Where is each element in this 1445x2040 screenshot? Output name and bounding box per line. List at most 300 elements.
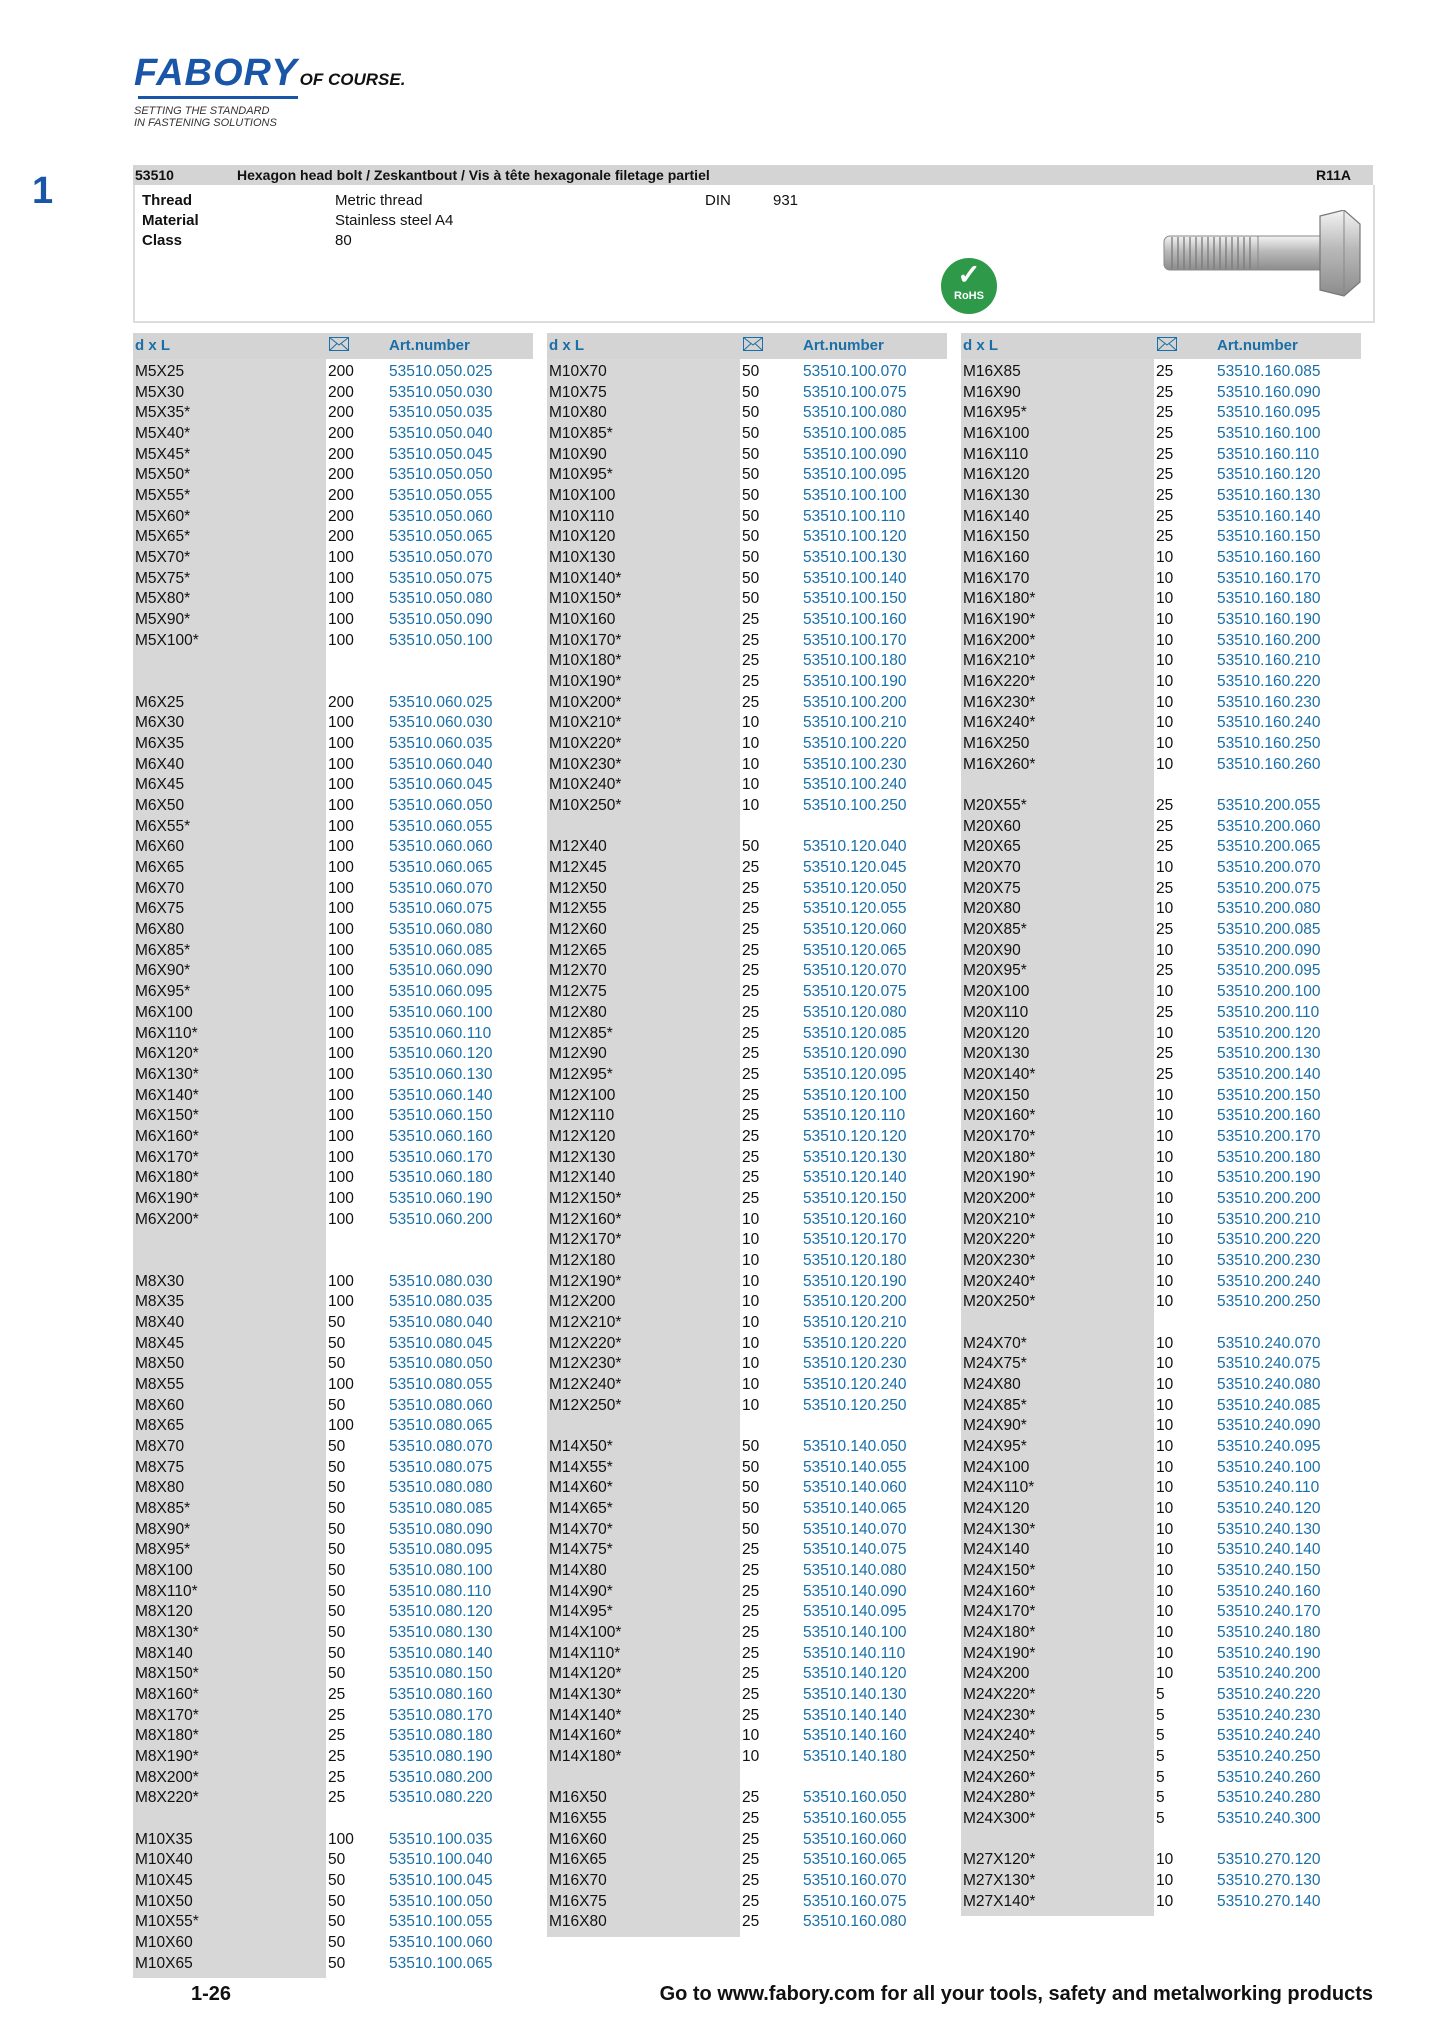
art-number-link[interactable]: 53510.060.110 [389,1024,492,1042]
art-number-link[interactable]: 53510.050.080 [389,590,493,608]
art-number-link[interactable]: 53510.160.055 [803,1810,907,1828]
art-number-link[interactable]: 53510.100.045 [389,1872,493,1890]
size-cell: M14X65* [549,1499,613,1517]
table-row [961,548,1361,569]
art-number-link[interactable]: 53510.200.140 [1217,1065,1321,1083]
art-number-link[interactable]: 53510.120.140 [803,1169,907,1187]
art-number-link[interactable]: 53510.200.055 [1217,797,1321,815]
quantity-cell: 25 [1156,817,1174,835]
art-number-link[interactable]: 53510.100.080 [803,404,907,422]
art-number-link[interactable]: 53510.080.100 [389,1561,493,1579]
art-number-link[interactable]: 53510.200.110 [1217,1003,1320,1021]
art-number-link[interactable]: 53510.060.070 [389,879,493,897]
art-number-link[interactable]: 53510.100.085 [803,425,907,443]
table-row [133,1685,533,1706]
art-number-link[interactable]: 53510.060.090 [389,962,493,980]
table-row [133,1747,533,1768]
art-number-link[interactable]: 53510.060.140 [389,1086,493,1104]
art-number-link[interactable]: 53510.240.240 [1217,1727,1321,1745]
art-number-link[interactable]: 53510.240.300 [1217,1810,1321,1828]
art-number-link[interactable]: 53510.140.120 [803,1665,907,1683]
table-row [547,527,947,548]
size-cell: M10X45 [135,1872,193,1890]
art-number-link[interactable]: 53510.160.140 [1217,507,1321,525]
art-number-link[interactable]: 53510.160.250 [1217,735,1321,753]
art-number-link[interactable]: 53510.140.055 [803,1458,907,1476]
art-number-link[interactable]: 53510.120.240 [803,1375,907,1393]
art-number-link[interactable]: 53510.160.130 [1217,487,1321,505]
quantity-cell: 10 [1156,1603,1174,1621]
table-row [961,486,1361,507]
art-number-link[interactable]: 53510.100.190 [803,673,907,691]
size-cell: M24X220* [963,1686,1036,1703]
art-number-link[interactable]: 53510.080.050 [389,1355,493,1373]
art-number-link[interactable]: 53510.100.170 [803,631,907,649]
art-number-link[interactable]: 53510.160.060 [803,1830,907,1848]
art-number-link[interactable]: 53510.160.095 [1217,404,1321,422]
art-number-link[interactable]: 53510.160.200 [1217,631,1321,649]
art-number-link[interactable]: 53510.100.050 [389,1892,493,1910]
art-number-link[interactable]: 53510.200.060 [1217,817,1321,835]
art-number-link[interactable]: 53510.120.095 [803,1065,907,1083]
art-number-link[interactable]: 53510.060.180 [389,1169,493,1187]
art-number-link[interactable]: 53510.140.100 [803,1623,907,1641]
art-number-link[interactable]: 53510.080.075 [389,1458,493,1476]
art-number-link[interactable]: 53510.200.160 [1217,1107,1321,1125]
art-number-link[interactable]: 53510.120.065 [803,941,907,959]
size-cell: M6X150* [135,1107,199,1125]
art-number-link[interactable]: 53510.120.180 [803,1251,907,1269]
table-row [133,1127,533,1148]
art-number-link[interactable]: 53510.160.120 [1217,466,1321,484]
art-number-link[interactable]: 53510.080.095 [389,1541,493,1559]
art-number-link[interactable]: 53510.160.070 [803,1872,907,1890]
art-number-link[interactable]: 53510.140.075 [803,1541,907,1559]
table-spacer-row [133,651,533,672]
art-number-link[interactable]: 53510.270.140 [1217,1892,1321,1910]
art-number-link[interactable]: 53510.120.130 [803,1148,907,1166]
art-number-link[interactable]: 53510.060.080 [389,921,493,939]
art-number-link[interactable]: 53510.080.040 [389,1313,493,1331]
art-number-link[interactable]: 53510.160.085 [1217,363,1321,380]
quantity-cell: 10 [742,1313,760,1331]
art-number-link[interactable]: 53510.120.110 [803,1107,906,1125]
art-number-link[interactable]: 53510.160.230 [1217,693,1321,711]
art-number-link[interactable]: 53510.160.090 [1217,383,1321,401]
size-header: d x L [963,337,999,354]
size-cell: M20X75 [963,879,1021,897]
art-number-link[interactable]: 53510.200.065 [1217,838,1321,856]
quantity-cell: 25 [1156,425,1174,443]
table-row [961,1768,1361,1789]
quantity-cell: 10 [742,1231,760,1249]
art-number-link[interactable]: 53510.100.100 [803,487,907,505]
table-row [133,1086,533,1107]
art-number-link[interactable]: 53510.060.100 [389,1003,493,1021]
art-number-link[interactable]: 53510.200.085 [1217,921,1321,939]
art-number-link[interactable]: 53510.100.070 [803,363,907,380]
art-number-link[interactable]: 53510.100.040 [389,1851,493,1869]
art-number-link[interactable]: 53510.050.060 [389,507,493,525]
quantity-cell: 25 [742,693,760,711]
quantity-cell: 25 [328,1727,346,1745]
art-number-link[interactable]: 53510.080.045 [389,1334,493,1352]
art-number-link[interactable]: 53510.200.150 [1217,1086,1321,1104]
art-number-link[interactable]: 53510.140.140 [803,1706,907,1724]
art-number-link[interactable]: 53510.050.090 [389,611,493,629]
art-number-link[interactable]: 53510.240.090 [1217,1417,1321,1435]
art-number-link[interactable]: 53510.160.260 [1217,755,1321,773]
art-number-link[interactable]: 53510.060.120 [389,1045,493,1063]
table-row [133,1189,533,1210]
art-number-link[interactable]: 53510.080.190 [389,1748,493,1766]
art-number-link[interactable]: 53510.060.040 [389,755,493,773]
art-number-link[interactable]: 53510.160.160 [1217,549,1321,567]
art-number-link[interactable]: 53510.200.075 [1217,879,1321,897]
quantity-cell: 50 [742,404,760,422]
art-number-link[interactable]: 53510.200.080 [1217,900,1321,918]
art-number-link[interactable]: 53510.120.100 [803,1086,907,1104]
quantity-cell: 100 [328,735,354,753]
art-number-link[interactable]: 53510.080.090 [389,1520,493,1538]
quantity-cell: 100 [328,1375,354,1393]
art-number-link[interactable]: 53510.200.070 [1217,859,1321,877]
art-number-link[interactable]: 53510.240.070 [1217,1334,1321,1352]
size-cell: M20X180* [963,1148,1036,1166]
art-number-link[interactable]: 53510.050.055 [389,487,493,505]
art-number-link[interactable]: 53510.140.070 [803,1520,907,1538]
art-number-link[interactable]: 53510.050.030 [389,383,493,401]
size-cell: M6X120* [135,1045,199,1063]
art-number-link[interactable]: 53510.160.080 [803,1913,907,1931]
art-number-link[interactable]: 53510.060.075 [389,900,493,918]
art-number-link[interactable]: 53510.050.065 [389,528,493,546]
art-number-link[interactable]: 53510.240.220 [1217,1686,1321,1703]
table-row [961,1416,1361,1437]
table-row [133,1561,533,1582]
art-number-link[interactable]: 53510.200.220 [1217,1231,1321,1249]
art-number-link[interactable]: 53510.120.085 [803,1024,907,1042]
art-number-link[interactable]: 53510.240.280 [1217,1789,1321,1807]
table-row [547,1540,947,1561]
table-row [547,941,947,962]
art-number-link[interactable]: 53510.120.045 [803,859,907,877]
size-cell: M8X80 [135,1479,185,1497]
art-number-link[interactable]: 53510.100.130 [803,549,907,567]
art-number-link[interactable]: 53510.080.035 [389,1293,493,1311]
art-number-link[interactable]: 53510.160.150 [1217,528,1321,546]
art-number-link[interactable]: 53510.140.050 [803,1437,907,1455]
art-number-link[interactable]: 53510.080.030 [389,1272,493,1290]
art-number-link[interactable]: 53510.120.120 [803,1127,907,1145]
art-number-link[interactable]: 53510.160.075 [803,1892,907,1910]
art-number-link[interactable]: 53510.050.070 [389,549,493,567]
art-number-link[interactable]: 53510.120.160 [803,1210,907,1228]
art-number-link[interactable]: 53510.100.150 [803,590,907,608]
art-number-link[interactable]: 53510.120.040 [803,838,907,856]
size-cell: M5X75* [135,569,191,587]
art-number-link[interactable]: 53510.100.140 [803,569,907,587]
size-cell: M14X80 [549,1561,607,1579]
art-number-link[interactable]: 53510.080.065 [389,1417,493,1435]
art-number-link[interactable]: 53510.080.140 [389,1644,493,1662]
art-number-link[interactable]: 53510.120.070 [803,962,907,980]
art-number-link[interactable]: 53510.060.130 [389,1065,493,1083]
art-number-link[interactable]: 53510.100.075 [803,383,907,401]
art-number-header: Art.number [389,337,470,354]
art-number-link[interactable]: 53510.050.035 [389,404,493,422]
art-number-link[interactable]: 53510.200.240 [1217,1272,1321,1290]
art-number-link[interactable]: 53510.100.055 [389,1913,493,1931]
table-row [547,1788,947,1809]
art-number-link[interactable]: 53510.200.120 [1217,1024,1321,1042]
art-number-link[interactable]: 53510.100.230 [803,755,907,773]
art-number-link[interactable]: 53510.050.040 [389,425,493,443]
art-number-link[interactable]: 53510.240.170 [1217,1603,1321,1621]
art-number-link[interactable]: 53510.200.210 [1217,1210,1321,1228]
art-number-link[interactable]: 53510.240.140 [1217,1541,1321,1559]
table-spacer-row [547,1416,947,1437]
quantity-cell: 50 [328,1603,346,1621]
art-number-link[interactable]: 53510.050.050 [389,466,493,484]
art-number-link[interactable]: 53510.160.220 [1217,673,1321,691]
art-number-link[interactable]: 53510.140.095 [803,1603,907,1621]
art-number-link[interactable]: 53510.060.055 [389,817,493,835]
art-number-link[interactable]: 53510.160.240 [1217,714,1321,732]
art-number-link[interactable]: 53510.140.060 [803,1479,907,1497]
quantity-cell: 50 [742,383,760,401]
art-number-link[interactable]: 53510.080.070 [389,1437,493,1455]
art-number-link[interactable]: 53510.140.160 [803,1727,907,1745]
art-number-link[interactable]: 53510.120.220 [803,1334,907,1352]
quantity-cell: 50 [328,1396,346,1414]
art-number-link[interactable]: 53510.140.130 [803,1686,907,1703]
art-number-link[interactable]: 53510.240.150 [1217,1561,1321,1579]
art-number-link[interactable]: 53510.240.100 [1217,1458,1321,1476]
art-number-link[interactable]: 53510.200.200 [1217,1189,1321,1207]
art-number-link[interactable]: 53510.160.180 [1217,590,1321,608]
quantity-cell: 10 [1156,900,1174,918]
table-row [547,1396,947,1417]
table-row [961,1086,1361,1107]
art-number-link[interactable]: 53510.270.120 [1217,1851,1321,1869]
art-number-link[interactable]: 53510.100.250 [803,797,907,815]
quantity-cell: 100 [328,1127,354,1145]
art-number-link[interactable]: 53510.120.200 [803,1293,907,1311]
size-cell: M20X70 [963,859,1021,877]
art-number-link[interactable]: 53510.060.160 [389,1127,493,1145]
art-number-link[interactable]: 53510.160.190 [1217,611,1321,629]
art-number-link[interactable]: 53510.060.095 [389,983,493,1001]
size-cell: M12X250* [549,1396,622,1414]
art-number-link[interactable]: 53510.160.110 [1217,445,1320,463]
art-number-link[interactable]: 53510.050.045 [389,445,493,463]
art-number-link[interactable]: 53510.200.090 [1217,941,1321,959]
art-number-link[interactable]: 53510.120.080 [803,1003,907,1021]
size-cell: M20X80 [963,900,1021,918]
size-cell: M6X90* [135,962,191,980]
table-row [133,1788,533,1809]
art-number-link[interactable]: 53510.240.130 [1217,1520,1321,1538]
art-number-link[interactable]: 53510.160.065 [803,1851,907,1869]
art-number-link[interactable]: 53510.100.065 [389,1954,493,1972]
art-number-link[interactable]: 53510.120.075 [803,983,907,1001]
art-number-link[interactable]: 53510.240.075 [1217,1355,1321,1373]
art-number-link[interactable]: 53510.060.035 [389,735,493,753]
art-number-link[interactable]: 53510.050.100 [389,631,493,649]
art-number-link[interactable]: 53510.060.200 [389,1210,493,1228]
art-number-link[interactable]: 53510.240.095 [1217,1437,1321,1455]
art-number-link[interactable]: 53510.200.095 [1217,962,1321,980]
art-number-link[interactable]: 53510.200.250 [1217,1293,1321,1311]
art-number-link[interactable]: 53510.100.120 [803,528,907,546]
art-number-link[interactable]: 53510.080.055 [389,1375,493,1393]
art-number-link[interactable]: 53510.100.110 [803,507,906,525]
size-cell: M14X70* [549,1520,613,1538]
quantity-cell: 10 [1156,673,1174,691]
size-cell: M12X140 [549,1169,616,1187]
size-cell: M12X50 [549,879,607,897]
table-row [133,1912,533,1933]
size-cell: M12X110 [549,1107,615,1125]
art-number-link[interactable]: 53510.100.240 [803,776,907,794]
art-number-link[interactable]: 53510.060.050 [389,797,493,815]
quantity-cell: 50 [742,528,760,546]
art-number-link[interactable]: 53510.060.150 [389,1107,493,1125]
quantity-cell: 50 [328,1913,346,1931]
size-cell: M20X100 [963,983,1030,1001]
quantity-cell: 200 [328,487,354,505]
footer-text: Go to www.fabory.com for all your tools, safety and metalworking products [659,1983,1373,2005]
table-row [547,1912,947,1933]
art-number-link[interactable]: 53510.120.210 [803,1313,907,1331]
art-number-link[interactable]: 53510.240.110 [1217,1479,1320,1497]
art-number-link[interactable]: 53510.120.050 [803,879,907,897]
art-number-link[interactable]: 53510.060.030 [389,714,493,732]
table-row [133,445,533,466]
size-cell: M14X95* [549,1603,613,1621]
art-number-link[interactable]: 53510.060.065 [389,859,493,877]
art-number-link[interactable]: 53510.140.110 [803,1644,906,1662]
art-number-link[interactable]: 53510.120.150 [803,1189,907,1207]
art-number-link[interactable]: 53510.080.110 [389,1582,492,1600]
art-number-link[interactable]: 53510.050.075 [389,569,493,587]
table-row [547,920,947,941]
art-number-link[interactable]: 53510.160.100 [1217,425,1321,443]
art-number-link[interactable]: 53510.120.230 [803,1355,907,1373]
art-number-link[interactable]: 53510.100.200 [803,693,907,711]
art-number-link[interactable]: 53510.100.095 [803,466,907,484]
art-number-link[interactable]: 53510.270.130 [1217,1872,1321,1890]
table-row [133,1664,533,1685]
art-number-link[interactable]: 53510.140.065 [803,1499,907,1517]
art-number-link[interactable]: 53510.120.250 [803,1396,907,1414]
art-number-link[interactable]: 53510.080.130 [389,1623,493,1641]
art-number-link[interactable]: 53510.080.200 [389,1768,493,1786]
art-number-link[interactable]: 53510.160.050 [803,1789,907,1807]
art-number-link[interactable]: 53510.200.180 [1217,1148,1321,1166]
art-number-link[interactable]: 53510.120.055 [803,900,907,918]
art-number-link[interactable]: 53510.100.060 [389,1934,493,1952]
art-number-link[interactable]: 53510.080.085 [389,1499,493,1517]
art-number-link[interactable]: 53510.100.090 [803,445,907,463]
art-number-link[interactable]: 53510.240.250 [1217,1748,1321,1766]
art-number-link[interactable]: 53510.200.100 [1217,983,1321,1001]
art-number-link[interactable]: 53510.160.210 [1217,652,1321,670]
art-number-link[interactable]: 53510.120.060 [803,921,907,939]
art-number-link[interactable]: 53510.200.170 [1217,1127,1321,1145]
art-number-link[interactable]: 53510.100.180 [803,652,907,670]
art-number-link[interactable]: 53510.240.160 [1217,1582,1321,1600]
size-cell: M20X120 [963,1024,1030,1042]
table-row [547,1106,947,1127]
art-number-link[interactable]: 53510.080.120 [389,1603,493,1621]
quantity-cell: 100 [328,941,354,959]
art-number-link[interactable]: 53510.080.060 [389,1396,493,1414]
size-cell: M5X30 [135,383,185,401]
art-number-link[interactable]: 53510.200.130 [1217,1045,1321,1063]
art-number-link[interactable]: 53510.240.190 [1217,1644,1321,1662]
art-number-link[interactable]: 53510.240.180 [1217,1623,1321,1641]
art-number-link[interactable]: 53510.240.085 [1217,1396,1321,1414]
size-cell: M14X60* [549,1479,613,1497]
size-cell: M5X40* [135,425,191,443]
art-number-link[interactable]: 53510.140.090 [803,1582,907,1600]
quantity-cell: 25 [1156,1003,1174,1021]
art-number-link[interactable]: 53510.120.090 [803,1045,907,1063]
art-number-link[interactable]: 53510.200.230 [1217,1251,1321,1269]
art-number-link[interactable]: 53510.080.080 [389,1479,493,1497]
quantity-cell: 5 [1156,1768,1165,1786]
art-number-link[interactable]: 53510.100.035 [389,1830,493,1848]
table-row [133,548,533,569]
art-number-link[interactable]: 53510.060.045 [389,776,493,794]
art-number-link[interactable]: 53510.100.160 [803,611,907,629]
quantity-cell: 10 [742,1727,760,1745]
size-cell: M6X55* [135,817,191,835]
art-number-link[interactable]: 53510.240.200 [1217,1665,1321,1683]
art-number-link[interactable]: 53510.050.025 [389,363,493,380]
art-number-link[interactable]: 53510.080.220 [389,1789,493,1807]
art-number-link[interactable]: 53510.080.170 [389,1706,493,1724]
art-number-link[interactable]: 53510.160.170 [1217,569,1321,587]
art-number-link[interactable]: 53510.140.080 [803,1561,907,1579]
art-number-link[interactable]: 53510.080.160 [389,1686,493,1703]
art-number-link[interactable]: 53510.080.150 [389,1665,493,1683]
art-number-link[interactable]: 53510.080.180 [389,1727,493,1745]
art-number-link[interactable]: 53510.060.060 [389,838,493,856]
art-number-link[interactable]: 53510.240.080 [1217,1375,1321,1393]
art-number-link[interactable]: 53510.240.120 [1217,1499,1321,1517]
art-number-link[interactable]: 53510.060.025 [389,693,493,711]
size-cell: M8X160* [135,1686,199,1703]
art-number-link[interactable]: 53510.240.260 [1217,1768,1321,1786]
quantity-cell: 50 [742,363,760,380]
table-row [133,1396,533,1417]
table-row [133,879,533,900]
art-number-link[interactable]: 53510.060.190 [389,1189,493,1207]
art-number-link[interactable]: 53510.100.210 [803,714,907,732]
art-number-link[interactable]: 53510.240.230 [1217,1706,1321,1724]
art-number-link[interactable]: 53510.120.170 [803,1231,907,1249]
art-number-link[interactable]: 53510.200.190 [1217,1169,1321,1187]
art-number-link[interactable]: 53510.140.180 [803,1748,907,1766]
art-number-link[interactable]: 53510.060.085 [389,941,493,959]
art-number-link[interactable]: 53510.120.190 [803,1272,907,1290]
art-number-link[interactable]: 53510.060.170 [389,1148,493,1166]
quantity-cell: 100 [328,1065,354,1083]
art-number-link[interactable]: 53510.100.220 [803,735,907,753]
